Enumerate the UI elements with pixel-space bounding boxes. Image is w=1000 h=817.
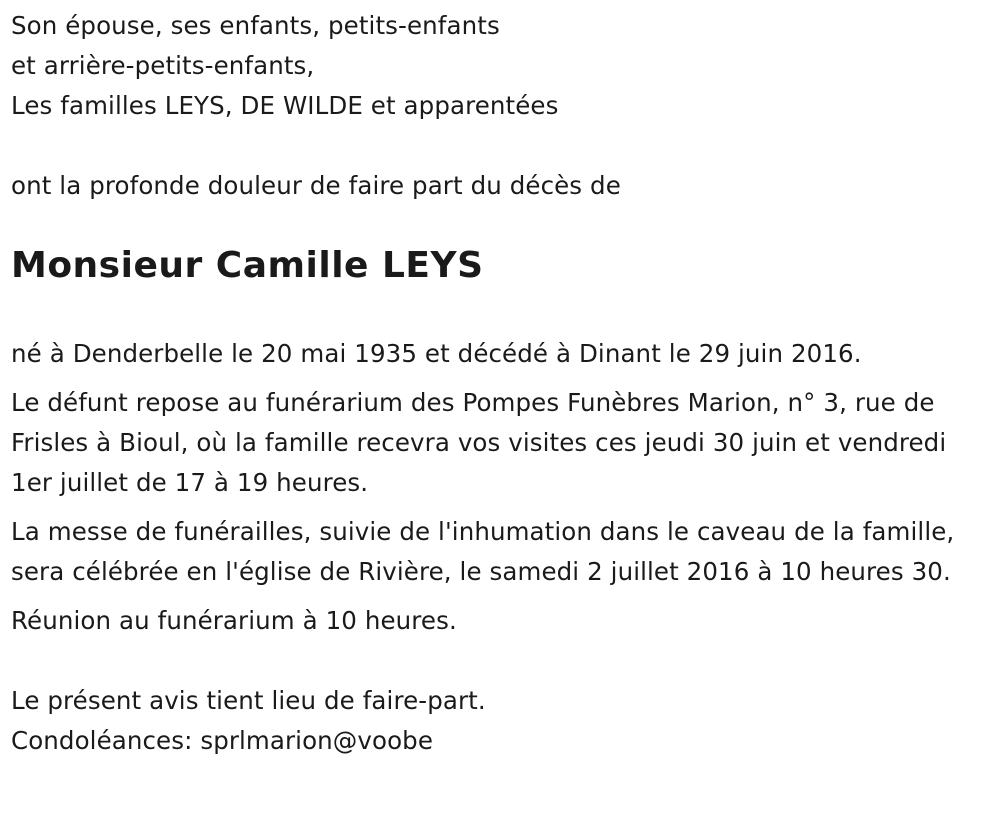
gathering-paragraph: Réunion au funérarium à 10 heures.: [11, 606, 457, 635]
death-notice: [11, 6, 986, 761]
repose-paragraph: Le défunt repose au funérarium des Pompes Funèbres Marion, n° 3, rue de Frisles à Bioul, où la famille recevra vos visites ces jeudi 30 juin et vendredi 1er juillet de 17 à 19 heures.: [11, 388, 947, 497]
family-line-3: Les familles LEYS, DE WILDE et apparentées: [11, 91, 559, 120]
funeral-paragraph: La messe de funérailles, suivie de l'inhumation dans le caveau de la famille, sera célébrée en l'église de Rivière, le samedi 2 juillet 2016 à 10 heures 30.: [11, 517, 955, 586]
birth-death-paragraph: né à Denderbelle le 20 mai 1935 et décédé à Dinant le 29 juin 2016.: [11, 339, 862, 368]
spacer: [11, 286, 986, 334]
deceased-name: Monsieur Camille LEYS: [11, 245, 484, 286]
family-line-2: et arrière-petits-enfants,: [11, 51, 315, 80]
spacer: [11, 126, 986, 166]
spacer: [11, 650, 986, 681]
condolences-contact: Condoléances: sprlmarion@voobe: [11, 726, 434, 755]
faire-part-notice: Le présent avis tient lieu de faire-part.: [11, 686, 486, 715]
announcement-text: ont la profonde douleur de faire part du décès de: [11, 171, 621, 200]
family-line-1: Son épouse, ses enfants, petits-enfants: [11, 11, 500, 40]
